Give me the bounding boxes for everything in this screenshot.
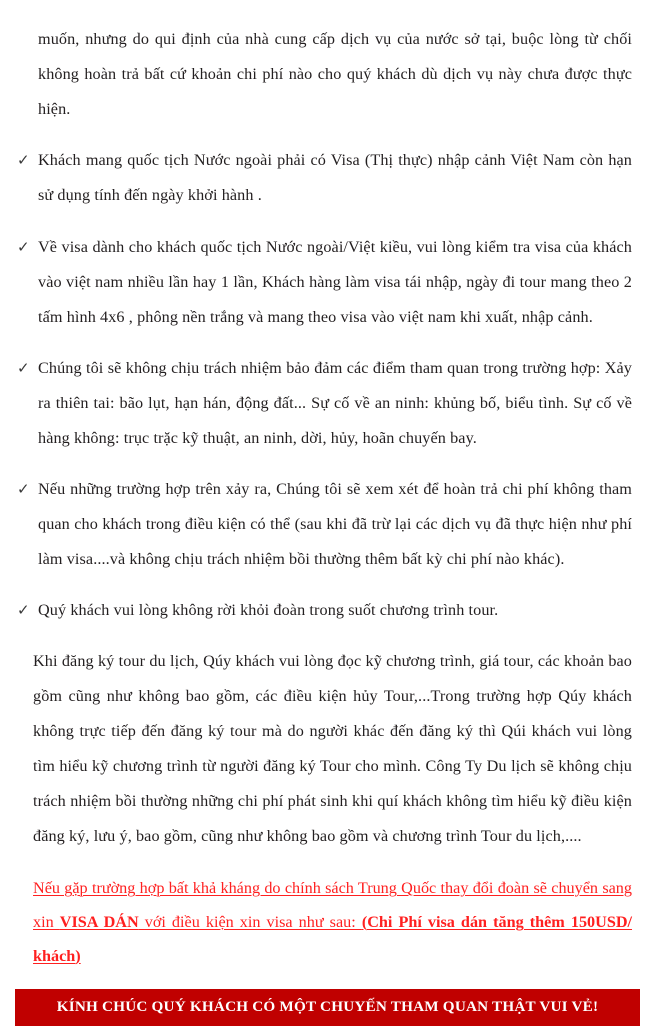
warning-segment-1: Nếu gặp trường hợp bất khả kháng do chính sách Trung Quốc thay đổi đoàn sẽ chuyển sang xin: [33, 878, 632, 931]
paragraph-text: Khi đăng ký tour du lịch, Qúy khách vui lòng đọc kỹ chương trình, giá tour, các khoản bao gồm cũng như không bao gồm, các điều kiện hủy Tour,...Trong trường hợp Qúy khách không trực tiếp đến đăng ký tour mà do người khác đến đăng ký thì Qúi khách vui lòng tìm hiểu kỹ chương trình từ người đăng ký Tour cho mình. Công Ty Du lịch sẽ không chịu trách nhiệm bồi thường những chi phí phát sinh khi quí khách không tìm hiểu kỹ điều kiện đăng ký, lưu ý, bao gồm, cũng như không bao gồm và chương trình Tour du lịch,....: [33, 652, 632, 846]
bullet-item-text: Khách mang quốc tịch Nước ngoài phải có Visa (Thị thực) nhập cảnh Việt Nam còn hạn sử dụng tính đến ngày khởi hành .: [38, 151, 632, 205]
checkmark-icon: ✓: [17, 358, 30, 377]
paragraph-text: muốn, nhưng do qui định của nhà cung cấp dịch vụ của nước sở tại, buộc lòng từ chối không hoàn trả bất cứ khoản chi phí nào cho quý khách dù dịch vụ này chưa được thực hiện.: [38, 30, 632, 119]
bullet-item-text: Chúng tôi sẽ không chịu trách nhiệm bảo đảm các điểm tham quan trong trường hợp: Xảy ra thiên tai: bão lụt, hạn hán, động đất... Sự cố về an ninh: khủng bố, biểu tình. Sự cố về hàng không: trục trặc kỹ thuật, an ninh, dời, hủy, hoãn chuyến bay.: [38, 358, 632, 447]
bullet-item-visa-foreign: [17, 143, 632, 213]
checkmark-icon: ✓: [17, 479, 30, 498]
bullet-item-refund-conditions: [17, 472, 632, 577]
bullet-item-stay-with-group: [17, 593, 632, 628]
bullet-item-visa-details: [17, 230, 632, 335]
warning-surcharge-bold: (Chi Phí visa dán tăng thêm 150USD/ khách): [33, 912, 633, 965]
paragraph-continuation: [38, 22, 632, 127]
checkmark-icon: ✓: [17, 601, 30, 620]
closing-banner: [15, 989, 640, 1026]
bullet-item-text: Nếu những trường hợp trên xảy ra, Chúng tôi sẽ xem xét để hoàn trả chi phí không tham quan cho khách trong điều kiện có thể (sau khi đã trừ lại các dịch vụ đã thực hiện như phí làm visa....và không chịu trách nhiệm bồi thường thêm bất kỳ chi phí nào khác).: [38, 479, 632, 568]
warning-note-visa-dan: [33, 871, 632, 973]
paragraph-booking-terms: [33, 644, 632, 854]
bullet-item-liability-disclaimer: [17, 351, 632, 456]
warning-segment-2: với điều kiện xin visa như sau:: [138, 912, 362, 931]
warning-visa-dan-bold: VISA DÁN: [59, 912, 139, 931]
bullet-item-text: Quý khách vui lòng không rời khỏi đoàn trong suốt chương trình tour.: [38, 601, 499, 620]
checkmark-icon: ✓: [17, 151, 30, 170]
checkmark-icon: ✓: [17, 237, 30, 256]
bullet-item-text: Về visa dành cho khách quốc tịch Nước ngoài/Việt kiều, vui lòng kiểm tra visa của khách vào việt nam nhiều lần hay 1 lần, Khách hàng làm visa tái nhập, ngày đi tour mang theo 2 tấm hình 4x6 , phông nền trắng và mang theo visa vào việt nam khi xuất, nhập cảnh.: [38, 237, 632, 326]
closing-banner-wrapper: [0, 989, 654, 1026]
closing-banner-text: KÍNH CHÚC QUÝ KHÁCH CÓ MỘT CHUYẾN THAM QUAN THẬT VUI VẺ!: [56, 998, 599, 1016]
